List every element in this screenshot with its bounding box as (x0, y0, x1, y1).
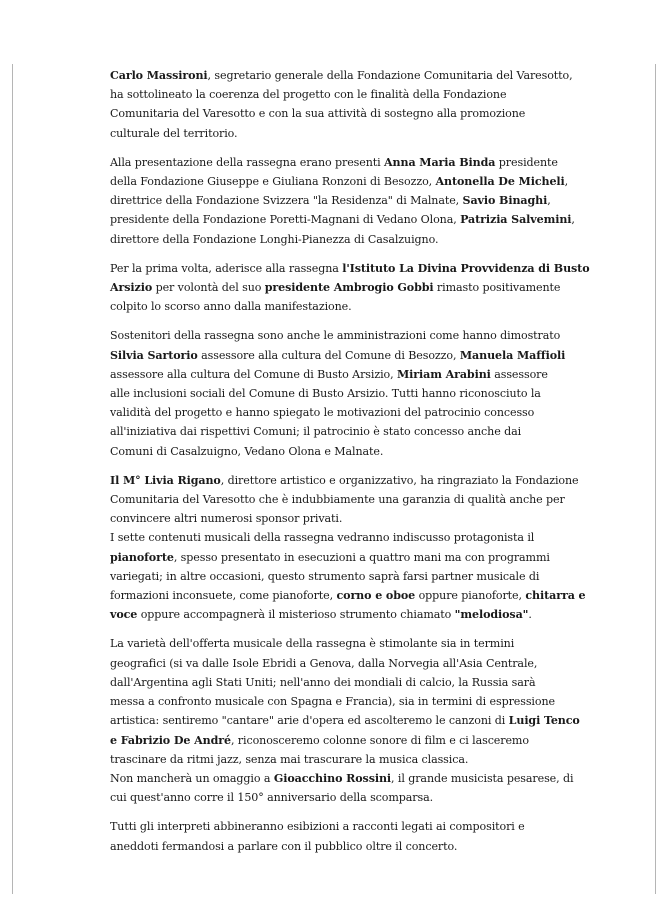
bold-text: pianoforte (110, 550, 174, 564)
text-run: , direttore artistico e organizzativo, ha ringraziato la Fondazione (220, 473, 579, 487)
text-run: validità del progetto e hanno spiegato le motivazioni del patrocinio concesso (110, 406, 535, 420)
text-line (110, 509, 556, 528)
text-run: , (547, 194, 551, 208)
bold-text: Il M° Livia Rigano (110, 473, 221, 487)
bold-text: Anna Maria Binda (384, 155, 496, 169)
text-run: messa a confronto musicale con Spagna e Francia), sia in termini di espressione (110, 695, 555, 709)
text-run: ha sottolineato la coerenza del progetto con le finalità della Fondazione (110, 88, 507, 102)
text-line (110, 403, 556, 422)
paragraph (110, 817, 556, 855)
text-run: culturale del territorio. (110, 126, 238, 140)
page-left-border (12, 64, 13, 894)
text-line (110, 66, 573, 85)
text-line (110, 692, 556, 711)
text-run: cui quest'anno corre il 150° anniversario della scomparsa. (110, 791, 434, 805)
text-line (110, 104, 556, 123)
paragraph (110, 471, 579, 529)
text-line (110, 384, 556, 403)
text-line (110, 837, 556, 856)
text-run: presidente della Fondazione Poretti-Magnani di Vedano Olona, (110, 213, 461, 227)
paragraph (110, 634, 580, 768)
text-line (110, 528, 556, 547)
paragraph (110, 153, 575, 249)
bold-text: "melodiosa" (454, 608, 529, 622)
text-run: trascinare da ritmi jazz, senza mai trascurare la musica classica. (110, 752, 469, 766)
text-run: Comunitaria del Varesotto che è indubbiamente una garanzia di qualità anche per (110, 493, 565, 507)
text-run: Alla presentazione della rassegna erano presenti (110, 155, 384, 169)
text-run: alle inclusioni sociali del Comune di Busto Arsizio. Tutti hanno riconosciuto la (110, 387, 541, 401)
text-run: dall'Argentina agli Stati Uniti; nell'anno dei mondiali di calcio, la Russia sarà (110, 675, 536, 689)
text-run: per volontà del suo (152, 281, 265, 295)
text-run: Tutti gli interpreti abbineranno esibizioni a racconti legati ai compositori e (110, 820, 525, 834)
bold-text: Antonella De Micheli (435, 175, 565, 189)
text-line (110, 788, 556, 807)
text-line (110, 210, 575, 229)
text-line (110, 490, 565, 509)
bold-text: e Fabrizio De André (110, 733, 231, 747)
text-run: direttore della Fondazione Longhi-Pianezza di Casalzuigno. (110, 232, 439, 246)
text-run: all'iniziativa dai rispettivi Comuni; il patrocinio è stato concesso anche dai (110, 425, 522, 439)
text-run: Comunitaria del Varesotto e con la sua attività di sostegno alla promozione (110, 107, 526, 121)
text-line (110, 442, 556, 461)
text-line (110, 471, 579, 490)
text-line (110, 85, 556, 104)
bold-text: Carlo Massironi (110, 69, 208, 82)
text-run: Non mancherà un omaggio a (110, 771, 274, 785)
text-run: assessore (490, 367, 548, 381)
text-run: , riconosceremo colonne sonore di film e ci lasceremo (230, 733, 529, 747)
text-run: Sostenitori della rassegna sono anche le amministrazioni come hanno dimostrato (110, 329, 561, 343)
text-run: direttrice della Fondazione Svizzera "la Residenza" di Malnate, (110, 194, 463, 208)
text-run: , spesso presentato in esecuzioni a quattro mani ma con programmi (173, 550, 550, 564)
text-line (110, 422, 556, 441)
text-line (110, 346, 566, 365)
bold-text: Silvia Sartorio (110, 348, 198, 362)
text-line (110, 326, 561, 345)
text-line (110, 750, 556, 769)
text-line (110, 769, 574, 788)
text-run: Per la prima volta, aderisce alla rassegna (110, 261, 343, 275)
text-run: geografici (si va dalle Isole Ebridi a Genova, dalla Norvegia all'Asia Centrale, (110, 656, 538, 670)
text-line (110, 605, 556, 624)
text-run: formazioni inconsuete, come pianoforte, (110, 589, 337, 603)
paragraph (110, 528, 586, 624)
text-line (110, 153, 556, 172)
paragraph (110, 326, 566, 460)
text-line (110, 731, 556, 750)
text-line (110, 124, 556, 143)
paragraph (110, 769, 574, 807)
bold-text: Patrizia Salvemini (460, 213, 572, 227)
text-run: assessore alla cultura del Comune di Busto Arsizio, (110, 367, 397, 381)
bold-text: Gioacchino Rossini (273, 771, 392, 785)
bold-text: l'Istituto La Divina Provvidenza di Busto (342, 261, 590, 275)
text-run: assessore alla cultura del Comune di Besozzo, (197, 348, 460, 362)
text-line (110, 654, 556, 673)
text-line (110, 567, 556, 586)
page-right-border (655, 64, 656, 894)
text-line (110, 586, 586, 605)
text-line (110, 711, 580, 730)
bold-text: presidente Ambrogio Gobbi (264, 281, 434, 295)
bold-text: voce (110, 608, 138, 622)
text-run: della Fondazione Giuseppe e Giuliana Ronzoni di Besozzo, (110, 175, 436, 189)
text-run: I sette contenuti musicali della rassegna vedranno indiscusso protagonista il (110, 531, 535, 545)
text-run: , (571, 213, 575, 227)
paragraph (110, 259, 590, 317)
text-run: artistica: sentiremo "cantare" arie d'opera ed ascolteremo le canzoni di (110, 714, 509, 728)
text-run: rimasto positivamente (433, 281, 561, 295)
bold-text: Savio Binaghi (462, 194, 548, 208)
text-line (110, 548, 556, 567)
paragraph (110, 66, 573, 143)
text-run: colpito lo scorso anno dalla manifestazione. (110, 300, 352, 314)
text-run: oppure accompagnerà il misterioso strumento chiamato (137, 608, 455, 622)
bold-text: corno e oboe (336, 589, 416, 603)
text-run: aneddoti fermandosi a parlare con il pubblico oltre il concerto. (110, 839, 458, 853)
text-line (110, 297, 556, 316)
text-run: Comuni di Casalzuigno, Vedano Olona e Malnate. (110, 444, 384, 458)
text-line (110, 172, 569, 191)
article-body (110, 66, 590, 866)
text-run: , segretario generale della Fondazione Comunitaria del Varesotto, (207, 69, 573, 82)
bold-text: Miriam Arabini (396, 367, 491, 381)
bold-text: chitarra e (525, 589, 586, 603)
bold-text: Luigi Tenco (508, 714, 580, 728)
bold-text: Arsizio (110, 281, 153, 295)
text-line (110, 673, 556, 692)
text-run: presidente (495, 155, 558, 169)
text-run: variegati; in altre occasioni, questo strumento saprà farsi partner musicale di (110, 569, 540, 583)
text-line (110, 191, 556, 210)
text-run: , (564, 175, 569, 189)
text-line (110, 230, 556, 249)
text-run: . (528, 608, 532, 622)
text-line (110, 365, 556, 384)
text-run: oppure pianoforte, (415, 589, 526, 603)
text-run: La varietà dell'offerta musicale della rassegna è stimolante sia in termini (110, 637, 515, 651)
bold-text: Manuela Maffioli (459, 348, 566, 362)
text-run: , il grande musicista pesarese, di (391, 771, 574, 785)
text-line (110, 817, 556, 836)
text-run: convincere altri numerosi sponsor privati. (110, 512, 343, 526)
text-line (110, 278, 561, 297)
text-line (110, 634, 556, 653)
text-line (110, 259, 590, 278)
